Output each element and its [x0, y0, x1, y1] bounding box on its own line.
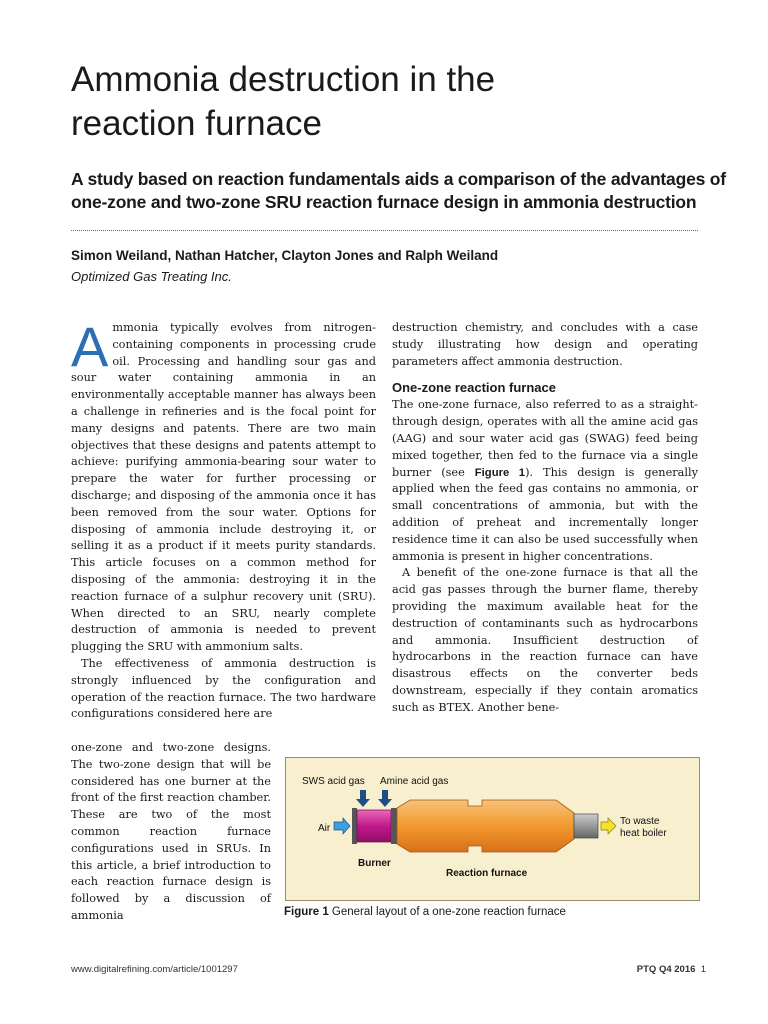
article-subtitle: A study based on reaction fundamentals aids a comparison of the advantages of one-zone and two-zone SRU reaction furnace design in ammonia destruction: [71, 169, 726, 212]
figure-1-reference-link[interactable]: Figure 1: [474, 466, 526, 479]
amine-inlet-arrow: [378, 790, 392, 807]
author-affiliation: Optimized Gas Treating Inc.: [71, 269, 232, 284]
title-line-1: Ammonia destruction in the: [71, 60, 496, 99]
footer-url[interactable]: www.digitalrefining.com/article/1001297: [71, 964, 238, 975]
column-right: [392, 320, 698, 717]
outlet-nozzle: [574, 814, 598, 838]
burner-body: [357, 810, 391, 842]
paragraph-one-zone-text-cont: ). This design is generally applied when the feed gas contains no ammonia, or small concentrations of ammonia, but with the addition of preheat and incrementally longer residence time it can also be used successfully when ammonia is present in higher concentrations.: [392, 465, 698, 563]
furnace-diagram-svg: [286, 758, 699, 900]
burner-flange-left: [352, 808, 357, 844]
intro-paragraph: [71, 315, 376, 656]
column-left: [71, 315, 376, 723]
paragraph-effectiveness: The effectiveness of ammonia destruction is strongly influenced by the configuration and operation of the reaction furnace. The two hardware configurations considered here are: [71, 656, 376, 721]
reaction-furnace-body: [397, 800, 574, 852]
dotted-divider: [71, 230, 698, 231]
label-amine-acid-gas: Amine acid gas: [380, 776, 449, 787]
footer-journal-page: [637, 964, 706, 975]
burner-flange-right: [391, 808, 397, 844]
label-burner: Burner: [358, 858, 391, 869]
label-reaction-furnace: Reaction furnace: [446, 868, 528, 879]
figure-caption-number: Figure 1: [284, 906, 329, 918]
label-to-waste: To waste: [620, 816, 660, 827]
figure-caption-text: General layout of a one-zone reaction furnace: [328, 906, 566, 918]
footer-journal: PTQ Q4 2016: [636, 964, 696, 975]
figure-1-caption: [284, 906, 566, 918]
paragraph-one-zone-text: The one-zone furnace, also referred to as a straight-through design, operates with all the amine acid gas (AAG) and sour water acid gas (SWAG) feed being mixed together, then fed to the furnace via a single burner (see: [392, 398, 698, 479]
paragraph-one-zone: [392, 397, 698, 565]
waste-heat-boiler-arrow: [601, 818, 616, 834]
section-heading-one-zone: One-zone reaction furnace: [392, 380, 556, 396]
paragraph-benefit: A benefit of the one-zone furnace is that all the acid gas passes through the burner flame, thereby providing the maximum available heat for the destruction of contaminants such as hydrocarbons and ammonia. Insufficient destruction of hydrocarbons in the reaction furnace can have disastrous effects on the converter beds downstream, especially if they contain aromatics such as BTEX. Another bene-: [392, 566, 698, 714]
sws-inlet-arrow: [356, 790, 370, 807]
label-air: Air: [318, 823, 331, 834]
paragraph-effectiveness-cont: one-zone and two-zone designs. The two-zone design that will be considered has one burner at the front of the first reaction chamber. These are two of the most common reaction furnace configurations used in SRUs. In this article, a brief introduction to each reaction furnace design is followed by a discussion of ammonia: [71, 741, 271, 922]
label-sws-acid-gas: SWS acid gas: [302, 776, 365, 787]
figure-1-diagram: [285, 757, 700, 901]
intro-text: mmonia typically evolves from nitrogen-containing components in processing crude oil. Processing and handling sour gas and sour water containing ammonia in an environmentally acceptable manner has always been a challenge in refineries and is the focal point for many designs and patents. There are two main objectives that these designs and patents attempt to achieve: purifying ammonia-bearing sour water to prepare the water for further processing or discharge; and disposing of the ammonia once it has been removed from the sour water. Options for disposing of ammonia include destroying it, or selling it as a product if it meets purity standards. This article focuses on a common method for disposing of the ammonia: destroying it in the reaction furnace of a sulphur recovery unit (SRU). When directed to an SRU, nearly complete destruction of ammonia is needed to prevent plugging the SRU with ammonium salts.: [71, 321, 376, 654]
paragraph-chemistry: destruction chemistry, and concludes with a case study illustrating how design and operating parameters affect ammonia destruction.: [392, 321, 698, 368]
footer-page-number: 1: [700, 964, 706, 975]
article-title: [71, 58, 711, 146]
title-line-2: reaction furnace: [71, 104, 322, 143]
column-left-continued: [71, 740, 271, 925]
air-inlet-arrow: [334, 818, 350, 834]
author-list: Simon Weiland, Nathan Hatcher, Clayton Jones and Ralph Weiland: [71, 248, 499, 263]
label-heat-boiler: heat boiler: [620, 828, 667, 839]
drop-cap: A: [71, 315, 109, 378]
